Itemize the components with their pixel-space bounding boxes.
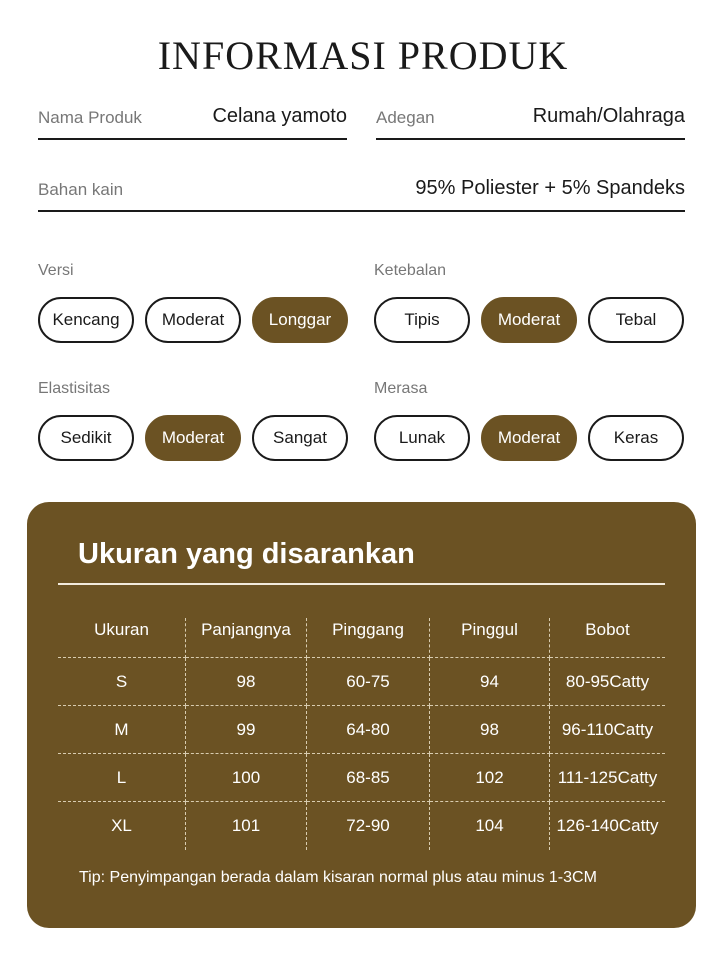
option-pill-moderat[interactable]: Moderat	[481, 297, 577, 343]
option-pill-longgar[interactable]: Longgar	[252, 297, 348, 343]
table-cell: 72-90	[307, 802, 430, 850]
table-cell: 104	[430, 802, 550, 850]
table-cell: 101	[186, 802, 307, 850]
field-value: Rumah/Olahraga	[532, 105, 685, 127]
table-cell: 102	[430, 754, 550, 802]
table-cell: 68-85	[307, 754, 430, 802]
option-pill-sedikit[interactable]: Sedikit	[38, 415, 134, 461]
table-cell: 111-125Catty	[550, 754, 665, 802]
option-pill-kencang[interactable]: Kencang	[38, 297, 134, 343]
table-cell: 98	[430, 706, 550, 754]
field-label: Bahan kain	[38, 180, 124, 199]
option-pill-moderat[interactable]: Moderat	[145, 297, 241, 343]
column-header: Bobot	[550, 618, 665, 658]
table-cell: XL	[58, 802, 186, 850]
field-label: Nama Produk	[38, 108, 142, 127]
option-pill-moderat[interactable]: Moderat	[145, 415, 241, 461]
option-pill-tipis[interactable]: Tipis	[374, 297, 470, 343]
option-pill-lunak[interactable]: Lunak	[374, 415, 470, 461]
table-cell: 94	[430, 658, 550, 706]
field-value: Celana yamoto	[212, 105, 347, 127]
group-label-versi: Versi	[38, 262, 74, 279]
column-header: Pinggul	[430, 618, 550, 658]
table-cell: M	[58, 706, 186, 754]
page-title: INFORMASI PRODUK	[157, 33, 569, 78]
table-cell: S	[58, 658, 186, 706]
table-cell: 100	[186, 754, 307, 802]
field-adegan	[376, 100, 685, 140]
column-header: Panjangnya	[186, 618, 307, 658]
option-pill-keras[interactable]: Keras	[588, 415, 684, 461]
divider	[58, 583, 665, 585]
card-heading: Ukuran yang disarankan	[78, 538, 415, 570]
field-value: 95% Poliester + 5% Spandeks	[415, 177, 685, 199]
field-label: Adegan	[376, 108, 435, 127]
group-label-elastisitas: Elastisitas	[38, 380, 111, 397]
group-label-ketebalan: Ketebalan	[374, 262, 447, 279]
table-cell: 99	[186, 706, 307, 754]
option-pill-sangat[interactable]: Sangat	[252, 415, 348, 461]
table-cell: 126-140Catty	[556, 816, 659, 835]
size-recommendation-card	[27, 502, 696, 928]
table-cell: 64-80	[307, 706, 430, 754]
option-pill-moderat[interactable]: Moderat	[481, 415, 577, 461]
field-bahan-kain	[38, 172, 685, 212]
tip-text: Tip: Penyimpangan berada dalam kisaran normal plus atau minus 1-3CM	[79, 869, 597, 886]
table-cell: 96-110Catty	[550, 706, 665, 754]
option-pill-tebal[interactable]: Tebal	[588, 297, 684, 343]
table-cell: 80-95Catty	[550, 658, 665, 706]
table-cell: 60-75	[307, 658, 430, 706]
group-label-merasa: Merasa	[374, 380, 428, 397]
table-cell: L	[58, 754, 186, 802]
column-header: Ukuran	[58, 618, 186, 658]
size-table	[58, 618, 665, 850]
column-header: Pinggang	[307, 618, 430, 658]
field-nama-produk	[38, 100, 347, 140]
table-cell: 98	[186, 658, 307, 706]
